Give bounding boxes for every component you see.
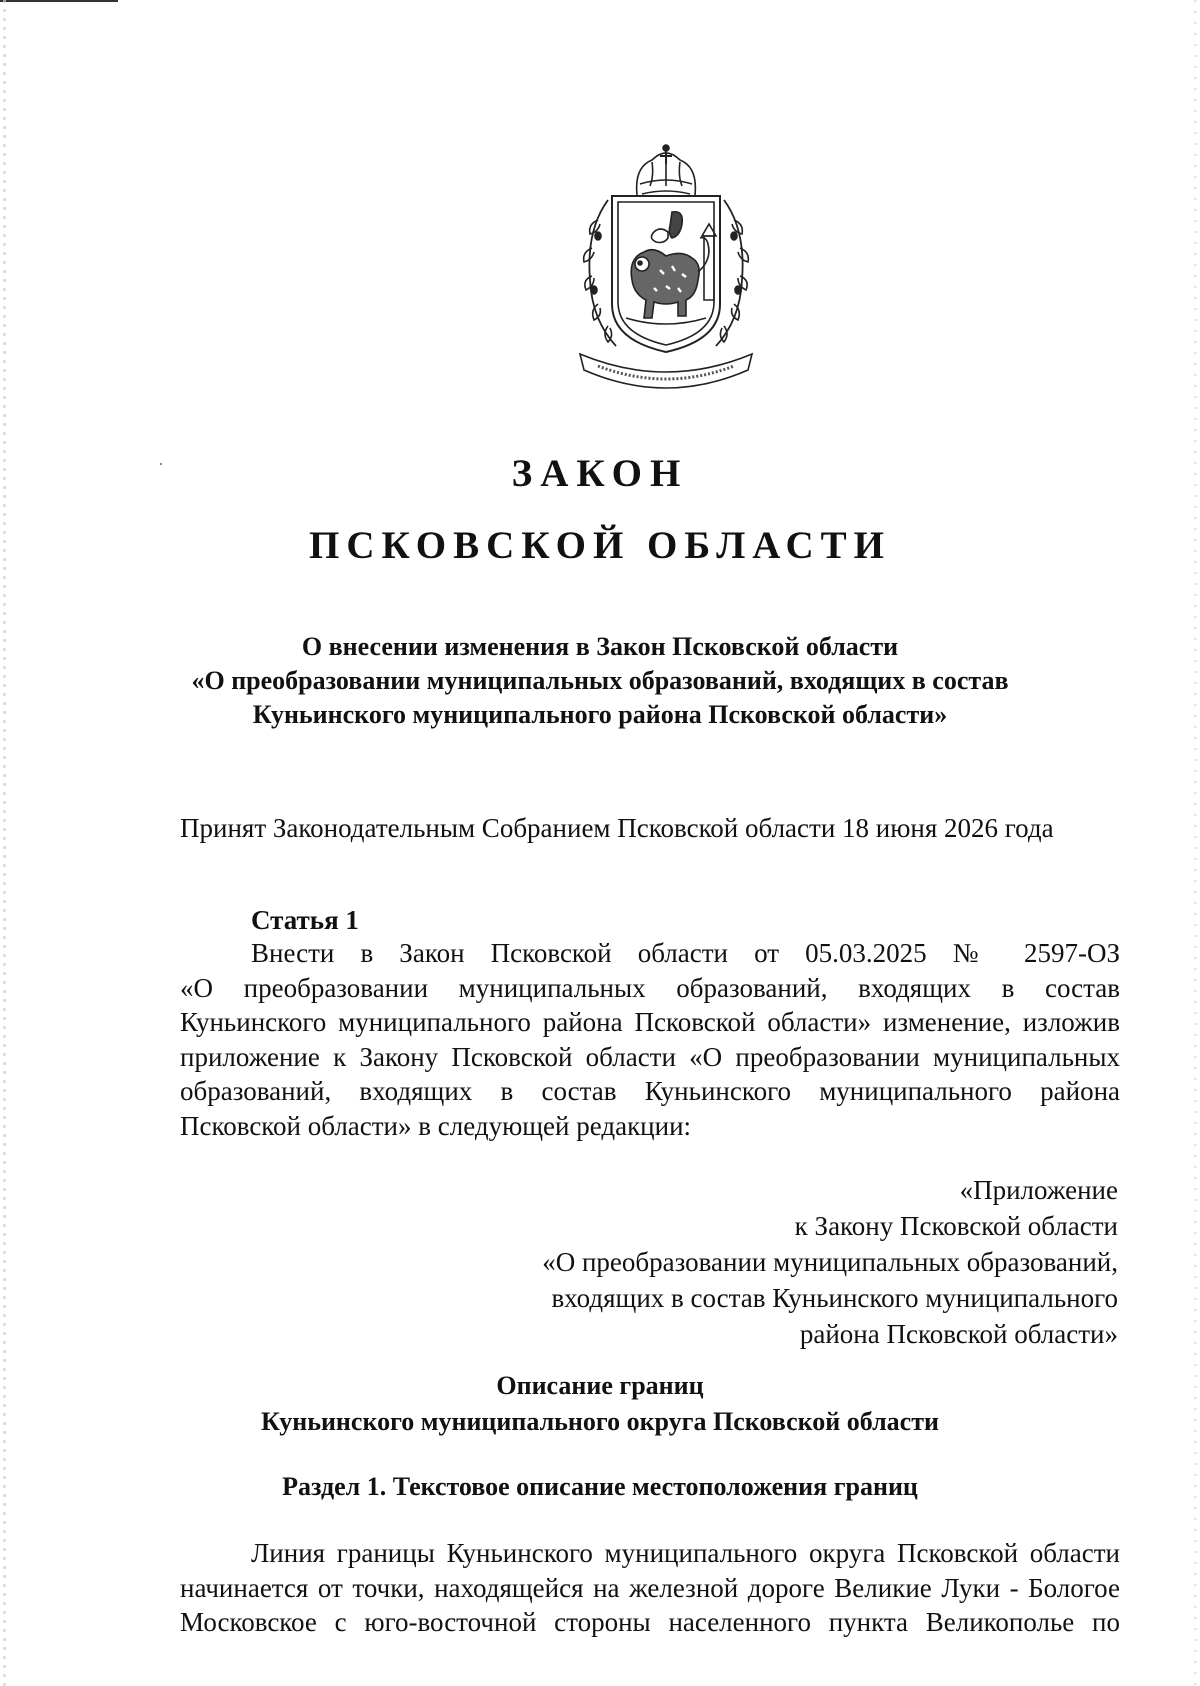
article-line: приложение к Закону Псковской области «О преобразовании муниципальных xyxy=(180,1041,1120,1072)
scan-left-edge xyxy=(3,0,6,1686)
paragraph-line: начинается от точки, находящейся на железной дороге Великие Луки - Бологое xyxy=(180,1572,1120,1603)
adoption-statement: Принят Законодательным Собранием Псковской области 18 июня 2026 года xyxy=(180,813,1054,843)
section-heading: Раздел 1. Текстовое описание местоположения границ xyxy=(282,1472,918,1501)
article-line: образований, входящих в состав Куньинского муниципального района xyxy=(180,1076,1120,1106)
description-heading-line: Куньинского муниципального округа Псковской области xyxy=(261,1407,939,1436)
article-line: Внести в Закон Псковской области от 05.03.2025 № 2597-ОЗ xyxy=(251,938,1120,968)
law-title xyxy=(180,630,1020,732)
description-heading-line: Описание границ xyxy=(496,1371,704,1400)
law-title-line: О внесении изменения в Закон Псковской области xyxy=(301,632,899,661)
scan-top-rule xyxy=(0,0,118,2)
appendix-line: к Закону Псковской области xyxy=(794,1211,1118,1241)
appendix-line: района Псковской области» xyxy=(799,1319,1118,1349)
article-line: Псковской области» в следующей редакции: xyxy=(180,1110,692,1141)
paragraph-line: Московское с юго-восточной стороны населенного пункта Великополье по xyxy=(180,1607,1120,1637)
description-heading xyxy=(180,1368,1020,1440)
appendix-line: «Приложение xyxy=(959,1175,1118,1205)
document-subtitle: ПСКОВСКОЙ ОБЛАСТИ xyxy=(309,524,891,567)
scan-right-edge xyxy=(1194,0,1197,1686)
article-body xyxy=(180,936,1120,1143)
appendix-line: «О преобразовании муниципальных образований, xyxy=(542,1247,1118,1277)
paragraph-line: Линия границы Куньинского муниципального округа Псковской области xyxy=(251,1538,1120,1568)
section-paragraph xyxy=(180,1536,1120,1640)
document-title: ЗАКОН xyxy=(511,452,689,495)
appendix-reference xyxy=(542,1172,1118,1352)
law-title-line: Куньинского муниципального района Псковской области» xyxy=(252,700,948,729)
law-title-line: «О преобразовании муниципальных образований, входящих в состав xyxy=(191,666,1009,695)
article-line: Куньинского муниципального района Псковской области» изменение, изложив xyxy=(180,1007,1120,1037)
article-line: «О преобразовании муниципальных образований, входящих в состав xyxy=(180,972,1120,1003)
pskov-oblast-coat-of-arms-icon xyxy=(568,140,764,398)
article-title: Статья 1 xyxy=(251,905,359,935)
appendix-line: входящих в состав Куньинского муниципального xyxy=(551,1283,1118,1313)
